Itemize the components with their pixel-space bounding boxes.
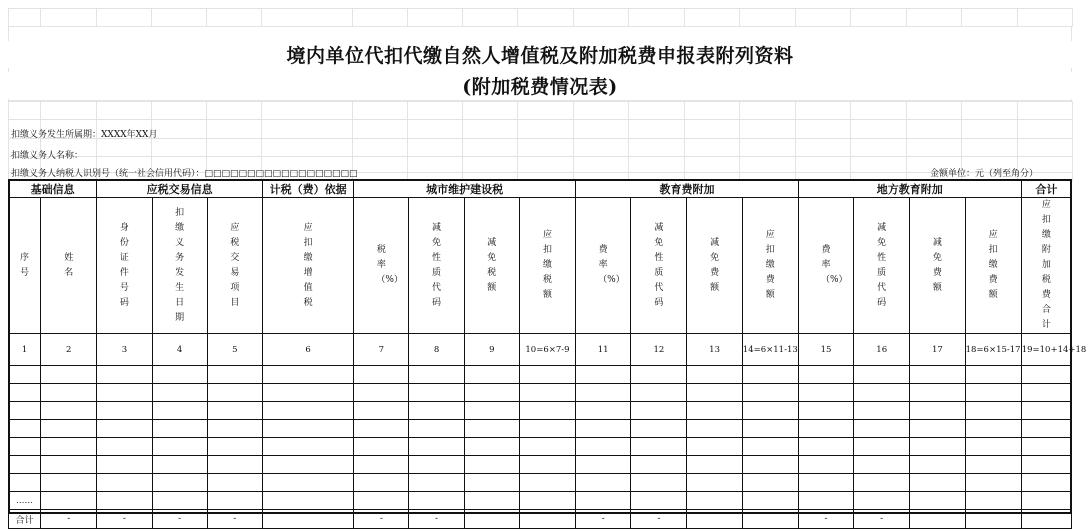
total-cell: - [631,510,687,529]
table-cell[interactable] [262,384,353,402]
column-header-label: 减免费额 [710,237,720,293]
table-cell[interactable] [464,420,519,438]
table-cell[interactable] [687,456,742,474]
table-cell[interactable] [354,438,409,456]
table-cell[interactable] [687,384,742,402]
table-cell[interactable] [354,492,409,510]
column-header [519,198,575,334]
column-number: 3 [97,334,152,366]
column-header [152,198,207,334]
column-number: 15 [798,334,853,366]
table-cell[interactable] [9,366,41,384]
table-cell[interactable] [519,402,575,420]
column-header-label: 序号 [20,252,30,278]
table-cell[interactable] [519,492,575,510]
table-cell[interactable] [9,420,41,438]
table-cell[interactable] [854,402,910,420]
table-row [9,402,1072,420]
table-cell[interactable] [576,438,631,456]
table-cell[interactable] [97,492,152,510]
table-cell[interactable] [41,456,97,474]
table-row [9,474,1072,492]
total-cell[interactable] [262,510,353,529]
group-header: 地方教育附加 [798,180,1021,198]
column-header [262,198,353,334]
column-number: 5 [207,334,262,366]
table-row [9,366,1072,384]
group-header: 基础信息 [9,180,97,198]
table-cell[interactable] [854,366,910,384]
table-cell[interactable] [687,402,742,420]
table-cell[interactable] [409,420,464,438]
column-header-label: 减免税额 [487,237,497,293]
table-cell[interactable] [798,384,853,402]
table-cell[interactable] [576,366,631,384]
column-header-label: 扣缴义务发生日期 [175,207,185,323]
table-cell[interactable] [207,456,262,474]
form-title: 境内单位代扣代缴自然人增值税及附加税费申报表附列资料 [8,41,1072,68]
table-cell[interactable] [41,492,97,510]
table-cell[interactable] [854,456,910,474]
table-cell[interactable] [631,420,687,438]
table-cell[interactable] [519,420,575,438]
table-cell[interactable] [409,402,464,420]
table-cell[interactable] [464,402,519,420]
table-cell[interactable] [464,474,519,492]
table-cell[interactable] [152,384,207,402]
tax-period-label: 扣缴义务发生所属期：XXXX年XX月 [11,130,158,140]
total-cell[interactable] [965,510,1021,529]
column-header-label: 减免性质代码 [877,222,887,308]
column-header-label: 应扣缴增值税 [303,222,313,308]
column-number: 1 [9,334,41,366]
column-header [631,198,687,334]
total-cell: - [97,510,152,529]
column-number: 6 [262,334,353,366]
table-cell[interactable] [798,420,853,438]
table-cell[interactable] [97,420,152,438]
table-cell[interactable] [742,492,798,510]
table-cell[interactable] [409,438,464,456]
table-cell[interactable] [41,438,97,456]
column-number: 2 [41,334,97,366]
group-header: 计税（费）依据 [262,180,353,198]
table-cell[interactable] [97,402,152,420]
form-subtitle: (附加税费情况表) [8,72,1072,99]
table-cell[interactable] [262,474,353,492]
table-cell[interactable] [631,492,687,510]
table-cell[interactable] [965,438,1021,456]
column-number: 19=10+14+18 [1021,334,1071,366]
table-cell[interactable] [687,474,742,492]
table-cell[interactable] [464,366,519,384]
table-cell[interactable] [409,384,464,402]
table-cell[interactable] [965,474,1021,492]
table-row [9,384,1072,402]
column-header-label: 减免性质代码 [654,222,664,308]
table-cell[interactable] [1021,492,1071,510]
table-cell[interactable] [519,384,575,402]
total-cell: - [798,510,853,529]
table-cell[interactable] [631,366,687,384]
total-cell: - [354,510,409,529]
table-cell[interactable] [854,384,910,402]
table-cell[interactable] [687,366,742,384]
total-cell: - [576,510,631,529]
table-cell[interactable] [207,492,262,510]
table-cell[interactable] [742,420,798,438]
table-cell[interactable] [965,402,1021,420]
table-row [9,456,1072,474]
column-number: 13 [687,334,742,366]
table-cell[interactable] [207,366,262,384]
table-row [9,420,1072,438]
table-cell[interactable] [207,402,262,420]
table-cell[interactable] [519,366,575,384]
table-cell[interactable] [910,492,965,510]
column-header [687,198,742,334]
table-cell[interactable] [1021,402,1071,420]
table-cell[interactable] [207,384,262,402]
table-cell[interactable] [152,474,207,492]
table-cell[interactable] [9,402,41,420]
table-cell[interactable] [910,474,965,492]
total-cell: - [41,510,97,529]
column-number: 16 [854,334,910,366]
amount-unit-label: 金额单位：元（列至角分） [929,169,1038,179]
surtax-table [8,179,1086,529]
column-header [742,198,798,334]
table-cell[interactable] [910,420,965,438]
total-cell[interactable] [1021,510,1071,529]
table-cell[interactable] [464,438,519,456]
table-cell[interactable] [576,456,631,474]
column-number: 17 [910,334,965,366]
table-cell[interactable] [152,420,207,438]
column-number: 10=6×7-9 [519,334,575,366]
table-cell[interactable] [354,402,409,420]
table-cell[interactable] [354,384,409,402]
table-cell[interactable] [152,492,207,510]
column-header-label: 身份证件号码 [119,222,129,308]
column-number: 7 [354,334,409,366]
table-cell[interactable] [9,384,41,402]
column-number: 14=6×11-13 [742,334,798,366]
table-cell[interactable] [910,384,965,402]
table-cell[interactable] [798,438,853,456]
table-cell[interactable] [41,402,97,420]
total-cell[interactable] [464,510,519,529]
total-label: 合计 [9,510,41,529]
column-header-label: 费率（%） [820,245,848,285]
table-cell[interactable] [576,384,631,402]
total-cell: - [152,510,207,529]
total-cell[interactable] [742,510,798,529]
table-cell[interactable] [1021,420,1071,438]
table-cell[interactable] [519,456,575,474]
table-cell[interactable] [742,402,798,420]
column-number: 11 [576,334,631,366]
table-cell[interactable] [9,456,41,474]
table-cell[interactable] [262,366,353,384]
column-number: 8 [409,334,464,366]
table-cell[interactable] [1021,384,1071,402]
table-cell[interactable] [152,456,207,474]
column-header [798,198,853,334]
withholder-name-label: 扣缴义务人名称： [11,151,84,161]
table-cell[interactable] [687,492,742,510]
table-cell[interactable] [910,366,965,384]
table-cell[interactable] [207,438,262,456]
table-cell[interactable] [576,402,631,420]
table-cell[interactable] [742,384,798,402]
column-header-label: 应税交易项目 [230,222,240,308]
table-cell[interactable] [519,474,575,492]
table-cell[interactable] [965,366,1021,384]
column-header [464,198,519,334]
column-header [910,198,965,334]
table-cell[interactable] [97,366,152,384]
table-cell[interactable] [41,420,97,438]
table-cell[interactable] [354,420,409,438]
group-header: 应税交易信息 [97,180,263,198]
table-cell[interactable] [41,366,97,384]
total-cell: - [409,510,464,529]
table-cell[interactable] [519,438,575,456]
table-cell[interactable] [1021,366,1071,384]
column-header [965,198,1021,334]
table-cell[interactable] [910,456,965,474]
table-cell[interactable] [1021,456,1071,474]
column-header-label: 应扣缴附加税费合计 [1041,200,1051,330]
table-cell[interactable] [9,438,41,456]
table-cell[interactable] [97,384,152,402]
table-cell[interactable] [965,384,1021,402]
table-cell[interactable] [464,492,519,510]
group-header: 城市维护建设税 [354,180,576,198]
table-cell[interactable] [152,402,207,420]
table-cell[interactable] [262,420,353,438]
table-row [9,438,1072,456]
table-cell[interactable] [742,366,798,384]
table-cell[interactable] [854,474,910,492]
table-cell[interactable] [207,474,262,492]
table-cell[interactable] [742,474,798,492]
table-cell[interactable] [262,456,353,474]
column-header-label: 费率（%） [598,245,625,285]
table-cell[interactable] [798,456,853,474]
table-cell[interactable] [207,420,262,438]
table-cell[interactable] [798,474,853,492]
table-cell[interactable] [1021,438,1071,456]
table-cell[interactable] [576,492,631,510]
table-cell[interactable] [687,438,742,456]
column-header [576,198,631,334]
table-cell[interactable] [9,474,41,492]
table-cell[interactable] [576,420,631,438]
table-cell[interactable] [262,402,353,420]
column-header-label: 税率（%） [376,245,403,285]
table-cell[interactable] [262,438,353,456]
column-header [9,198,41,334]
column-header-label: 应扣缴税额 [542,230,552,300]
table-cell[interactable] [409,366,464,384]
table-cell[interactable] [1021,474,1071,492]
table-cell[interactable] [354,474,409,492]
table-cell[interactable] [631,384,687,402]
table-cell[interactable] [965,492,1021,510]
table-cell[interactable] [354,456,409,474]
table-cell[interactable] [965,420,1021,438]
table-cell[interactable] [41,474,97,492]
group-header: 合计 [1021,180,1071,198]
total-cell[interactable] [910,510,965,529]
table-cell[interactable] [464,384,519,402]
table-cell[interactable] [41,384,97,402]
table-cell[interactable] [854,492,910,510]
table-cell[interactable] [910,438,965,456]
column-number: 4 [152,334,207,366]
table-cell[interactable] [262,492,353,510]
total-row [9,510,1072,529]
column-header [354,198,409,334]
total-cell: - [207,510,262,529]
table-cell[interactable] [798,366,853,384]
column-header-label: 应扣缴费额 [988,230,998,300]
table-cell[interactable] [631,474,687,492]
table-cell[interactable] [910,402,965,420]
table-cell[interactable] [409,474,464,492]
table-cell[interactable] [97,456,152,474]
total-cell[interactable] [687,510,742,529]
table-cell[interactable] [798,402,853,420]
table-cell[interactable] [576,474,631,492]
table-cell[interactable] [631,438,687,456]
column-header [207,198,262,334]
table-cell[interactable] [965,456,1021,474]
withholder-taxid-label: 扣缴义务人纳税人识别号（统一社会信用代码）：□□□□□□□□□□□□□□□□□□ [11,169,358,179]
column-number: 18=6×15-17 [965,334,1021,366]
total-cell: - [854,510,910,529]
column-number: 9 [464,334,519,366]
table-cell[interactable] [97,438,152,456]
table-cell[interactable] [152,366,207,384]
table-cell[interactable] [409,456,464,474]
column-header [97,198,152,334]
column-header-label: 姓名 [64,252,74,278]
column-header [409,198,464,334]
table-cell[interactable] [354,366,409,384]
table-cell[interactable] [687,420,742,438]
column-header [41,198,97,334]
table-cell[interactable] [798,492,853,510]
table-cell[interactable] [631,402,687,420]
table-cell[interactable] [97,474,152,492]
table-cell[interactable] [409,492,464,510]
column-header-label: 减免费额 [932,237,942,293]
column-header-label: 应扣缴费额 [765,230,775,300]
table-cell[interactable] [742,438,798,456]
table-cell[interactable] [152,438,207,456]
column-number: 12 [631,334,687,366]
table-cell[interactable] [464,456,519,474]
total-cell[interactable] [519,510,575,529]
table-cell[interactable] [854,420,910,438]
table-cell[interactable] [742,456,798,474]
table-cell[interactable] [631,456,687,474]
column-header [854,198,910,334]
column-header [1021,198,1071,334]
ellipsis-cell: …… [9,492,41,510]
group-header: 教育费附加 [576,180,799,198]
column-header-label: 减免性质代码 [432,222,442,308]
table-cell[interactable] [854,438,910,456]
